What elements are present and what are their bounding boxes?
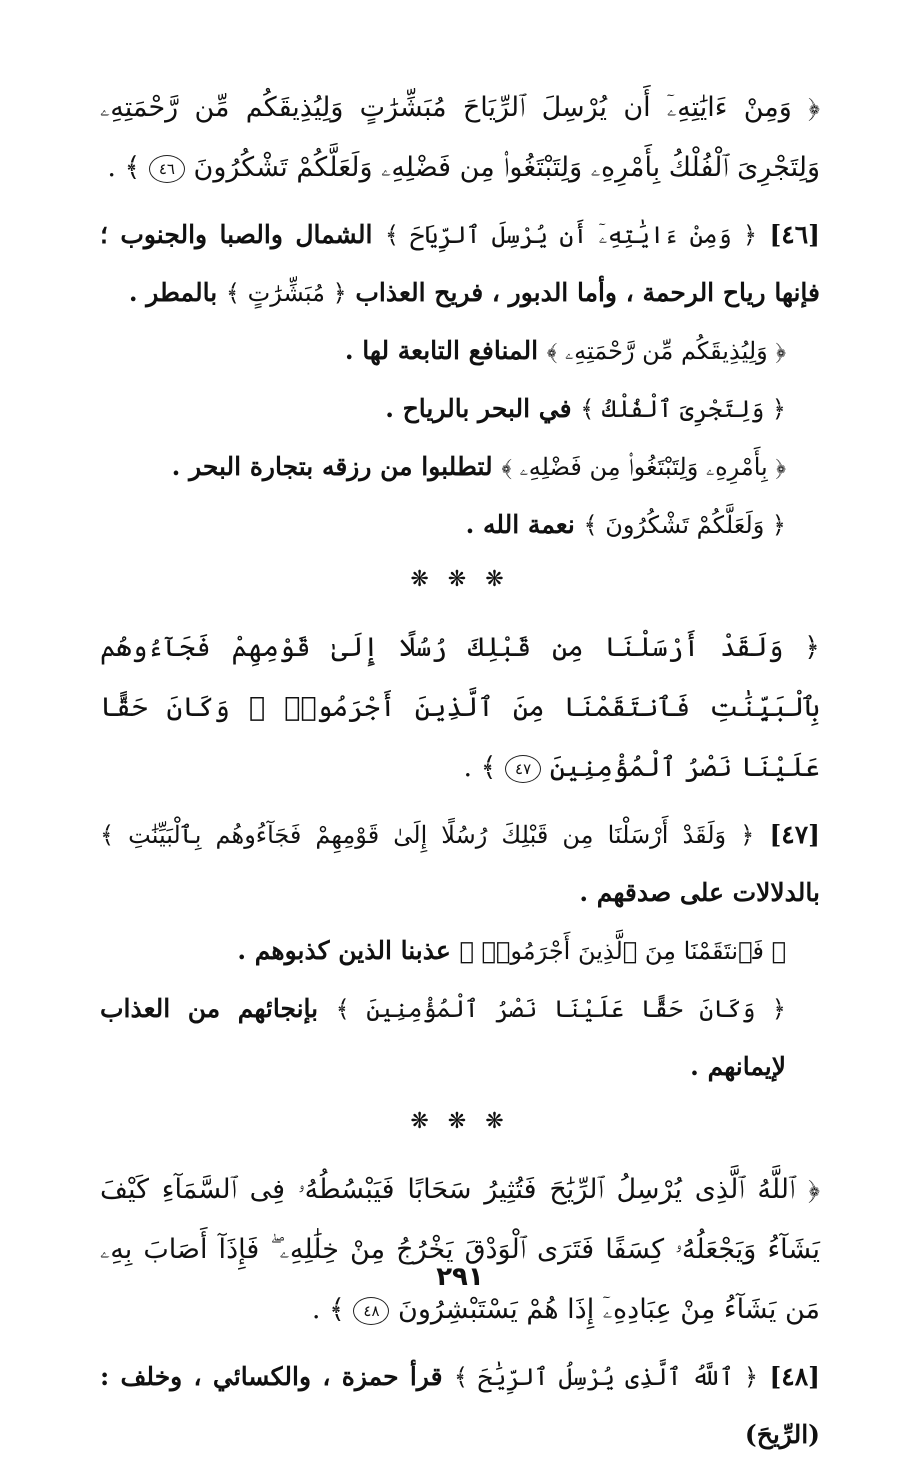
commentary-48-line-1	[100, 1348, 820, 1464]
commentary-text: في البحر بالرياح .	[385, 394, 572, 423]
verse-text: ﴿ ٱللَّهُ ٱلَّذِى يُرْسِلُ ٱلرِّيَٰحَ فَتُثِيرُ سَحَابًا فَيَبْسُطُهُۥ فِى ٱلسَّمَآءِ كَيْفَ يَشَآءُ وَيَجْعَلُهُۥ كِسَفًا فَتَرَى ٱلْوَدْقَ يَخْرُجُ مِنْ خِلَٰلِهِۦ ۖ فَإِذَآ أَصَابَ بِهِۦ مَن يَشَآءُ مِنْ عِبَادِهِۦٓ إِذَا هُمْ يَسْتَبْشِرُونَ	[100, 1174, 820, 1325]
commentary-46-line-5	[100, 496, 820, 554]
commentary-46-line-2	[100, 322, 820, 380]
quoted-verse: ﴿ وَلِتَجْرِىَ ٱلْفُلْكُ ﴾	[580, 395, 786, 423]
verse-close: ﴾ .	[463, 752, 497, 783]
page-body	[100, 78, 820, 1464]
commentary-46-line-4	[100, 438, 820, 496]
commentary-text: بإنجائهم من العذاب لإيمانهم .	[100, 994, 786, 1081]
verse-close: ﴾ .	[107, 152, 141, 183]
section-separator: ❋ ❋ ❋	[410, 567, 510, 592]
commentary-text: عذبنا الذين كذبوهم .	[237, 936, 451, 965]
commentary-text: المنافع التابعة لها .	[344, 336, 539, 365]
quoted-verse: ﴿ فَٱنتَقَمْنَا مِنَ ٱلَّذِينَ أَجْرَمُوا۟ ﴾	[459, 937, 786, 965]
quoted-verse: ﴿ وَلَقَدْ أَرْسَلْنَا مِن قَبْلِكَ رُسُلًا إِلَىٰ قَوْمِهِمْ فَجَآءُوهُم بِٱلْبَيِّنَٰتِ ﴾	[100, 821, 755, 849]
commentary-text: لتطلبوا من رزقه بتجارة البحر .	[171, 452, 493, 481]
quoted-verse: ﴿ بِأَمْرِهِۦ وَلِتَبْتَغُوا۟ مِن فَضْلِهِۦ ﴾	[501, 453, 786, 481]
commentary-number: [٤٨]	[769, 1362, 820, 1391]
commentary-47-line-2	[100, 922, 820, 980]
commentary-number: [٤٦]	[769, 220, 820, 249]
quoted-verse: ﴿ وَكَانَ حَقًّا عَلَيْنَا نَصْرُ ٱلْمُؤْمِنِينَ ﴾	[335, 995, 786, 1023]
commentary-47-line-1	[100, 806, 820, 922]
commentary-46-line-3	[100, 380, 820, 438]
quran-verse-46	[100, 78, 820, 198]
verse-number-medallion: ٤٨	[353, 1297, 389, 1325]
quoted-verse: ﴿ وَلَعَلَّكُمْ تَشْكُرُونَ ﴾	[583, 511, 786, 539]
quran-verse-47	[100, 618, 820, 798]
commentary-47-line-3	[100, 980, 820, 1096]
commentary-text: نعمة الله .	[465, 510, 575, 539]
section-separator: ❋ ❋ ❋	[410, 1109, 510, 1134]
verse-number-medallion: ٤٦	[149, 155, 185, 183]
commentary-text: الشمال والصبا والجنوب ؛ فإنها رياح الرحمة ، وأما الدبور ، فريح العذاب	[100, 220, 820, 307]
quoted-verse: ﴿ مُبَشِّرَٰتٍ ﴾	[225, 279, 347, 307]
commentary-text: قرأ حمزة ، والكسائي ، وخلف : (الرِّيحَ)	[100, 1362, 820, 1449]
verse-text: ﴿ وَلَقَدْ أَرْسَلْنَا مِن قَبْلِكَ رُسُلًا إِلَىٰ قَوْمِهِمْ فَجَآءُوهُم بِٱلْبَيِّنَٰتِ فَٱنتَقَمْنَا مِنَ ٱلَّذِينَ أَجْرَمُوا۟ ۖ وَكَانَ حَقًّا عَلَيْنَا نَصْرُ ٱلْمُؤْمِنِينَ	[100, 632, 820, 783]
quoted-verse: ﴿ وَمِنْ ءَايَٰتِهِۦٓ أَن يُرْسِلَ ٱلرِّيَاحَ ﴾	[384, 221, 758, 249]
page-number: ٢٩١	[436, 1262, 484, 1292]
verse-close: ﴾ .	[311, 1294, 345, 1325]
commentary-number: [٤٧]	[769, 820, 820, 849]
quoted-verse: ﴿ ٱللَّهُ ٱلَّذِى يُرْسِلُ ٱلرِّيَٰحَ ﴾	[453, 1363, 759, 1391]
verse-number-medallion: ٤٧	[505, 755, 541, 783]
quran-verse-48	[100, 1160, 820, 1340]
commentary-text: بالدلالات على صدقهم .	[579, 878, 820, 907]
commentary-text: بالمطر .	[128, 278, 218, 307]
commentary-46-line-1	[100, 206, 820, 322]
quoted-verse: ﴿ وَلِيُذِيقَكُم مِّن رَّحْمَتِهِۦ ﴾	[546, 337, 786, 365]
verse-text: ﴿ وَمِنْ ءَايَٰتِهِۦٓ أَن يُرْسِلَ ٱلرِّيَاحَ مُبَشِّرَٰتٍ وَلِيُذِيقَكُم مِّن رَّحْمَتِهِۦ وَلِتَجْرِىَ ٱلْفُلْكُ بِأَمْرِهِۦ وَلِتَبْتَغُوا۟ مِن فَضْلِهِۦ وَلَعَلَّكُمْ تَشْكُرُونَ	[100, 92, 820, 183]
